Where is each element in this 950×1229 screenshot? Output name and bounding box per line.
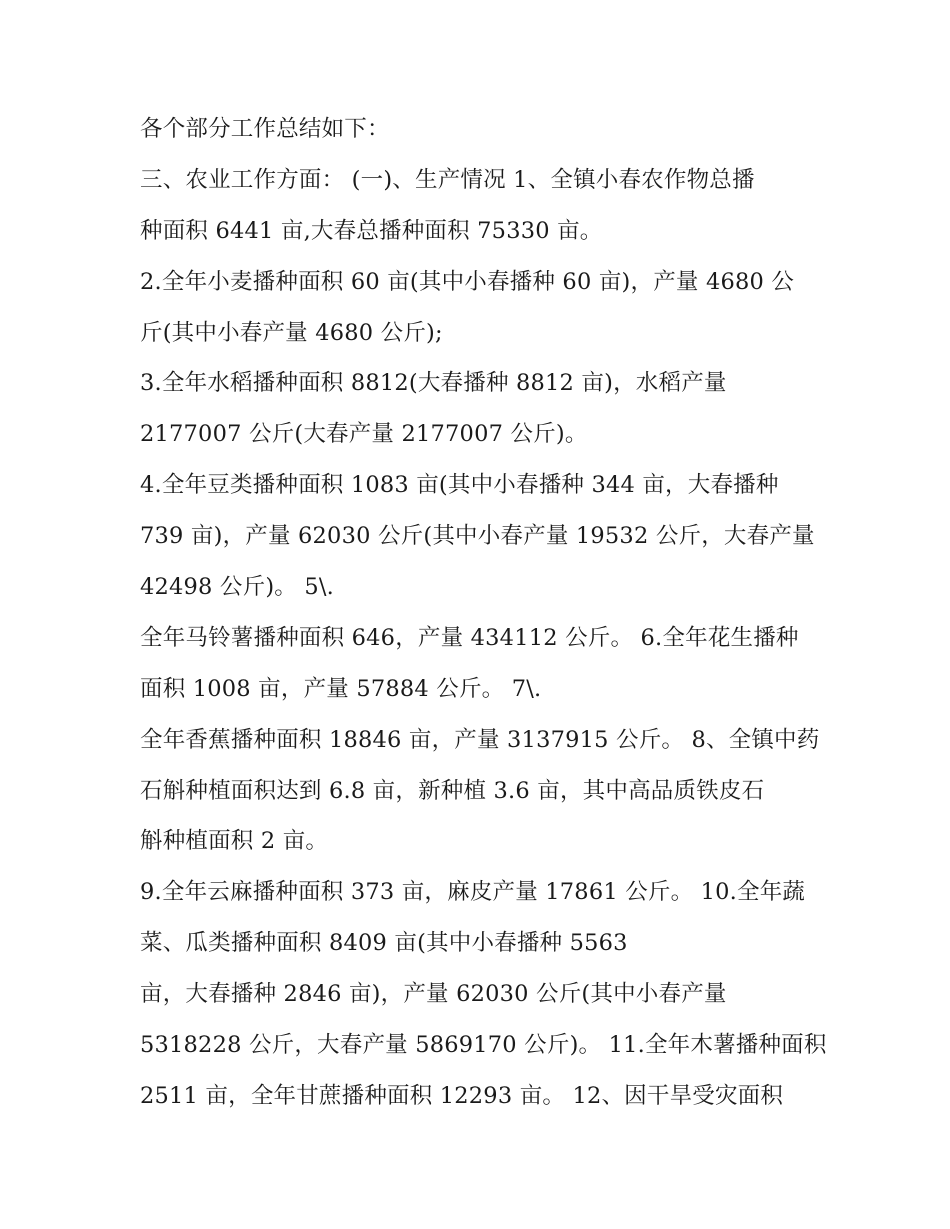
text-line: 斛种植面积 2 亩。 [140, 828, 329, 855]
text-line: 3.全年水稻播种面积 8812(大春播种 8812 亩)，水稻产量 [140, 370, 727, 397]
text-line: 42498 公斤)。 5\. [140, 574, 335, 601]
text-line: 2177007 公斤(大春产量 2177007 公斤)。 [140, 421, 588, 448]
text-line: 石斛种植面积达到 6.8 亩，新种植 3.6 亩，其中高品质铁皮石 [140, 777, 765, 804]
text-line: 菜、瓜类播种面积 8409 亩(其中小春播种 5563 [140, 930, 628, 957]
text-line: 5318228 公斤，大春产量 5869170 公斤)。 11.全年木薯播种面积 [140, 1032, 827, 1059]
text-line: 斤(其中小春产量 4680 公斤); [140, 319, 443, 346]
text-line: 各个部分工作总结如下： [140, 116, 390, 142]
text-line: 全年马铃薯播种面积 646，产量 434112 公斤。 6.全年花生播种 [140, 624, 799, 651]
text-line: 2511 亩，全年甘蔗播种面积 12293 亩。 12、因干旱受灾面积 [140, 1082, 784, 1109]
text-line: 亩，大春播种 2846 亩)，产量 62030 公斤(其中小春产量 [140, 981, 727, 1008]
text-line: 2.全年小麦播种面积 60 亩(其中小春播种 60 亩)，产量 4680 公 [140, 268, 795, 295]
text-line: 三、农业工作方面： (一)、生产情况 1、全镇小春农作物总播 [140, 166, 755, 193]
text-line: 全年香蕉播种面积 18846 亩，产量 3137915 公斤。 8、全镇中药 [140, 726, 820, 753]
text-line: 种面积 6441 亩,大春总播种面积 75330 亩。 [140, 217, 603, 244]
document-body [140, 104, 827, 1122]
text-line: 9.全年云麻播种面积 373 亩，麻皮产量 17861 公斤。 10.全年蔬 [140, 879, 806, 906]
text-line: 4.全年豆类播种面积 1083 亩(其中小春播种 344 亩，大春播种 [140, 472, 779, 499]
text-line: 739 亩)，产量 62030 公斤(其中小春产量 19532 公斤，大春产量 [140, 523, 815, 550]
text-line: 面积 1008 亩，产量 57884 公斤。 7\. [140, 675, 542, 702]
